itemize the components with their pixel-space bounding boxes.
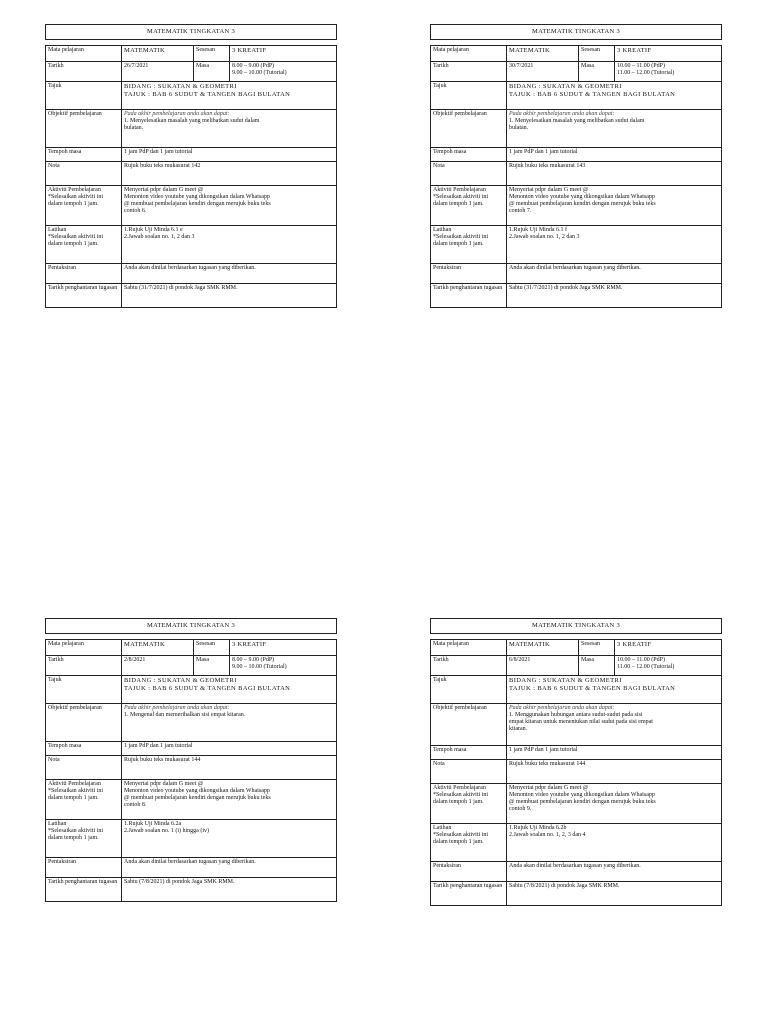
text-line: 1. Menyelesaikan masalah yang melibatkan sudut dalam [509,118,645,124]
text-line: 8.00 – 9.00 (PdP) [232,657,275,663]
label-masa: Masa [579,656,615,676]
objective-intro: Pada akhir pembelajaran anda akan dapat: [124,111,230,117]
assessment-value: Anda akan dinilai berdasarkan tugasan yang diberikan. [122,264,337,284]
text-line: 11.00 – 12.00 (Tutorial) [617,70,675,76]
label-tarikh: Tarikh [431,62,507,82]
label-masa: Masa [579,62,615,82]
text-line: 9.00 – 10.00 (Tutorial) [232,70,287,76]
text-line: @ membuat pembelajaran kendiri dengan merujuk buku teks [509,201,656,207]
notes-value: Rujuk buku teks mukasurat 142 [122,162,337,186]
lesson-plan-table [430,45,722,308]
label-sesi: Sesesan [194,640,230,656]
topic-value [507,676,722,704]
text-line: dalam tempoh 1 jam. [433,839,484,845]
text-line: contoh 8. [124,802,147,808]
card-title: MATEMATIK TINGKATAN 3 [45,618,337,634]
text-line: contoh 6. [124,208,147,214]
text-line: kitaran. [509,726,528,732]
text-line: Menyertai pdpr dalam G meet @ [124,187,204,193]
label-masa: Masa [194,656,230,676]
assessment-value: Anda akan dinilai berdasarkan tugasan yang diberikan. [507,264,722,284]
text-line: Aktiviti Pembelajaran [48,781,101,787]
duration-value: 1 jam PdP dan 1 jam tutorial [507,746,722,760]
text-line: TAJUK : BAB 6 SUDUT & TANGEN BAGI BULATAN [509,91,676,98]
duration-value: 1 jam PdP dan 1 jam tutorial [122,148,337,162]
subject-value: MATEMATIK [507,640,579,656]
text-line: TAJUK : BAB 6 SUDUT & TANGEN BAGI BULATAN [124,685,291,692]
class-value: 3 KREATIF [615,640,722,656]
text-line: 1.Rujuk Uji Minda 6.1 f [509,227,567,233]
text-line: bulatan. [509,125,529,131]
text-line: *Selesaikan aktiviti ini [433,792,488,798]
label-tempoh: Tempoh masa [46,742,122,756]
text-line: *Selesaikan aktiviti ini [48,234,103,240]
text-line: *Selesaikan aktiviti ini [433,234,488,240]
text-line: Menyertai pdpr dalam G meet @ [509,785,589,791]
text-line: @ membuat pembelajaran kendiri dengan merujuk buku teks [124,201,271,207]
text-line: 1. Mengenal dan memerihalkan sisi empat kitaran. [124,712,246,718]
text-line: 2.Jawab soalan no. 1 (i) hingga (iv) [124,828,209,834]
text-line: Menyertai pdpr dalam G meet @ [124,781,204,787]
text-line: *Selesaikan aktiviti ini [433,194,488,200]
label-tarikh-hantar: Tarikh penghantaran tugasan [431,284,507,308]
text-line: Menonton video youtube yang dikongsikan dalam Whatsapp [124,788,270,794]
text-line: dalam tempoh 1 jam. [48,835,99,841]
exercise-value [122,820,337,858]
text-line: Latihan [433,825,452,831]
text-line: Latihan [48,821,67,827]
label-pentaksiran: Pentaksiran [46,264,122,284]
text-line: Menonton video youtube yang dikongsikan dalam Whatsapp [509,194,655,200]
text-line: Menonton video youtube yang dikongsikan dalam Whatsapp [509,792,655,798]
notes-value: Rujuk buku teks mukasurat 144 [507,760,722,784]
lesson-plan-table [45,45,337,308]
class-value: 3 KREATIF [615,46,722,62]
label-nota: Nota [46,162,122,186]
label-objektif: Objektif pembelajaran [431,704,507,746]
text-line: dalam tempoh 1 jam. [433,241,484,247]
exercise-value [122,226,337,264]
text-line: 1. Menyelesaikan masalah yang melibatkan sudut dalam [124,118,260,124]
assessment-value: Anda akan dinilai berdasarkan tugasan yang diberikan. [507,862,722,882]
activity-value [507,784,722,824]
date-value: 6/8/2021 [507,656,579,676]
label-tajuk: Tajuk [431,82,507,110]
label-tarikh-hantar: Tarikh penghantaran tugasan [431,882,507,906]
label-tajuk: Tajuk [431,676,507,704]
submission-value: Sabtu (7/8/2021) di pondok Jaga SMK RMM. [507,882,722,906]
text-line: *Selesaikan aktiviti ini [48,788,103,794]
duration-value: 1 jam PdP dan 1 jam tutorial [507,148,722,162]
label-aktiviti [431,186,507,226]
label-nota: Nota [46,756,122,780]
label-objektif: Objektif pembelajaran [431,110,507,148]
text-line: *Selesaikan aktiviti ini [48,194,103,200]
text-line: BIDANG : SUKATAN & GEOMETRI [124,83,237,90]
text-line: Latihan [433,227,452,233]
card-title: MATEMATIK TINGKATAN 3 [430,618,722,634]
label-masa: Masa [194,62,230,82]
text-line: BIDANG : SUKATAN & GEOMETRI [509,83,622,90]
text-line: 9.00 – 10.00 (Tutorial) [232,664,287,670]
notes-value: Rujuk buku teks mukasurat 143 [507,162,722,186]
label-tempoh: Tempoh masa [431,746,507,760]
topic-value [507,82,722,110]
submission-value: Sabtu (7/8/2021) di pondok Jaga SMK RMM. [122,878,337,902]
text-line: dalam tempoh 1 jam. [48,795,99,801]
text-line: Menyertai pdpr dalam G meet @ [509,187,589,193]
label-latihan [431,226,507,264]
label-tarikh: Tarikh [431,656,507,676]
label-objektif: Objektif pembelajaran [46,110,122,148]
label-aktiviti [431,784,507,824]
label-mata-pelajaran: Mata pelajaran [46,46,122,62]
activity-value [507,186,722,226]
label-tarikh-hantar: Tarikh penghantaran tugasan [46,878,122,902]
text-line: empat kitaran untuk menentukan nilai sudut pada sisi empat [509,719,653,725]
text-line: BIDANG : SUKATAN & GEOMETRI [124,677,237,684]
label-tajuk: Tajuk [46,676,122,704]
card-title: MATEMATIK TINGKATAN 3 [45,24,337,40]
text-line: 2.Jawab soalan no. 1, 2 dan 3 [509,234,580,240]
exercise-value [507,824,722,862]
label-tarikh-hantar: Tarikh penghantaran tugasan [46,284,122,308]
text-line: 1.Rujuk Uji Minda 6.2a [124,821,182,827]
label-pentaksiran: Pentaksiran [46,858,122,878]
text-line: TAJUK : BAB 6 SUDUT & TANGEN BAGI BULATAN [509,685,676,692]
lesson-card-3 [45,618,337,902]
time-value [615,62,722,82]
text-line: dalam tempoh 1 jam. [433,799,484,805]
text-line: 1.Rujuk Uji Minda 6.2b [509,825,567,831]
text-line: 1. Menggunakan hubungan antara sudut-sudut pada sisi [509,712,643,718]
label-tempoh: Tempoh masa [431,148,507,162]
objective-value [507,110,722,148]
time-value [615,656,722,676]
activity-value [122,186,337,226]
text-line: BIDANG : SUKATAN & GEOMETRI [509,677,622,684]
label-sesi: Sesesan [579,46,615,62]
subject-value: MATEMATIK [122,640,194,656]
label-mata-pelajaran: Mata pelajaran [431,640,507,656]
text-line: TAJUK : BAB 6 SUDUT & TANGEN BAGI BULATAN [124,91,291,98]
class-value: 3 KREATIF [230,46,337,62]
text-line: @ membuat pembelajaran kendiri dengan merujuk buku teks [124,795,271,801]
text-line: dalam tempoh 1 jam. [48,201,99,207]
time-value [230,656,337,676]
lesson-card-2 [430,24,722,308]
label-sesi: Sesesan [579,640,615,656]
label-mata-pelajaran: Mata pelajaran [46,640,122,656]
text-line: Menonton video youtube yang dikongsikan dalam Whatsapp [124,194,270,200]
label-tempoh: Tempoh masa [46,148,122,162]
objective-intro: Pada akhir pembelajaran anda akan dapat: [509,111,615,117]
exercise-value [507,226,722,264]
text-line: Aktiviti Pembelajaran [48,187,101,193]
label-nota: Nota [431,162,507,186]
date-value: 26/7/2021 [122,62,194,82]
card-title: MATEMATIK TINGKATAN 3 [430,24,722,40]
objective-value [122,704,337,742]
text-line: dalam tempoh 1 jam. [433,201,484,207]
class-value: 3 KREATIF [230,640,337,656]
submission-value: Sabtu (31/7/2021) di pondok Jaga SMK RMM. [507,284,722,308]
text-line: 2.Jawab soalan no. 1, 2 dan 3 [124,234,195,240]
lesson-plan-table [45,639,337,902]
submission-value: Sabtu (31/7/2021) di pondok Jaga SMK RMM. [122,284,337,308]
label-aktiviti [46,186,122,226]
topic-value [122,676,337,704]
label-aktiviti [46,780,122,820]
text-line: 10.00 – 11.00 (PdP) [617,657,665,663]
duration-value: 1 jam PdP dan 1 jam tutorial [122,742,337,756]
text-line: 11.00 – 12.00 (Tutorial) [617,664,675,670]
subject-value: MATEMATIK [122,46,194,62]
text-line: @ membuat pembelajaran kendiri dengan merujuk buku teks [509,799,656,805]
topic-value [122,82,337,110]
objective-value [507,704,722,746]
label-tajuk: Tajuk [46,82,122,110]
label-pentaksiran: Pentaksiran [431,862,507,882]
text-line: dalam tempoh 1 jam. [48,241,99,247]
label-sesi: Sesesan [194,46,230,62]
label-tarikh: Tarikh [46,656,122,676]
label-latihan [46,226,122,264]
text-line: 1.Rujuk Uji Minda 6.1 e [124,227,183,233]
objective-value [122,110,337,148]
subject-value: MATEMATIK [507,46,579,62]
text-line: Latihan [48,227,67,233]
time-value [230,62,337,82]
text-line: 2.Jawab soalan no. 1, 2, 3 dan 4 [509,832,586,838]
text-line: Aktiviti Pembelajaran [433,785,486,791]
objective-intro: Pada akhir pembelajaran anda akan dapat: [509,705,615,711]
text-line: contoh 9. [509,806,532,812]
text-line: *Selesaikan aktiviti ini [433,832,488,838]
label-pentaksiran: Pentaksiran [431,264,507,284]
assessment-value: Anda akan dinilai berdasarkan tugasan yang diberikan. [122,858,337,878]
lesson-plan-table [430,639,722,906]
label-latihan [431,824,507,862]
text-line: 10.00 – 11.00 (PdP) [617,63,665,69]
label-mata-pelajaran: Mata pelajaran [431,46,507,62]
label-objektif: Objektif pembelajaran [46,704,122,742]
text-line: *Selesaikan aktiviti ini [48,828,103,834]
lesson-card-4 [430,618,722,906]
activity-value [122,780,337,820]
date-value: 2/8/2021 [122,656,194,676]
text-line: contoh 7. [509,208,532,214]
label-nota: Nota [431,760,507,784]
text-line: bulatan. [124,125,144,131]
text-line: Aktiviti Pembelajaran [433,187,486,193]
notes-value: Rujuk buku teks mukasurat 144 [122,756,337,780]
text-line: 8.00 – 9.00 (PdP) [232,63,275,69]
label-latihan [46,820,122,858]
label-tarikh: Tarikh [46,62,122,82]
date-value: 30/7/2021 [507,62,579,82]
objective-intro: Pada akhir pembelajaran anda akan dapat: [124,705,230,711]
lesson-card-1 [45,24,337,308]
